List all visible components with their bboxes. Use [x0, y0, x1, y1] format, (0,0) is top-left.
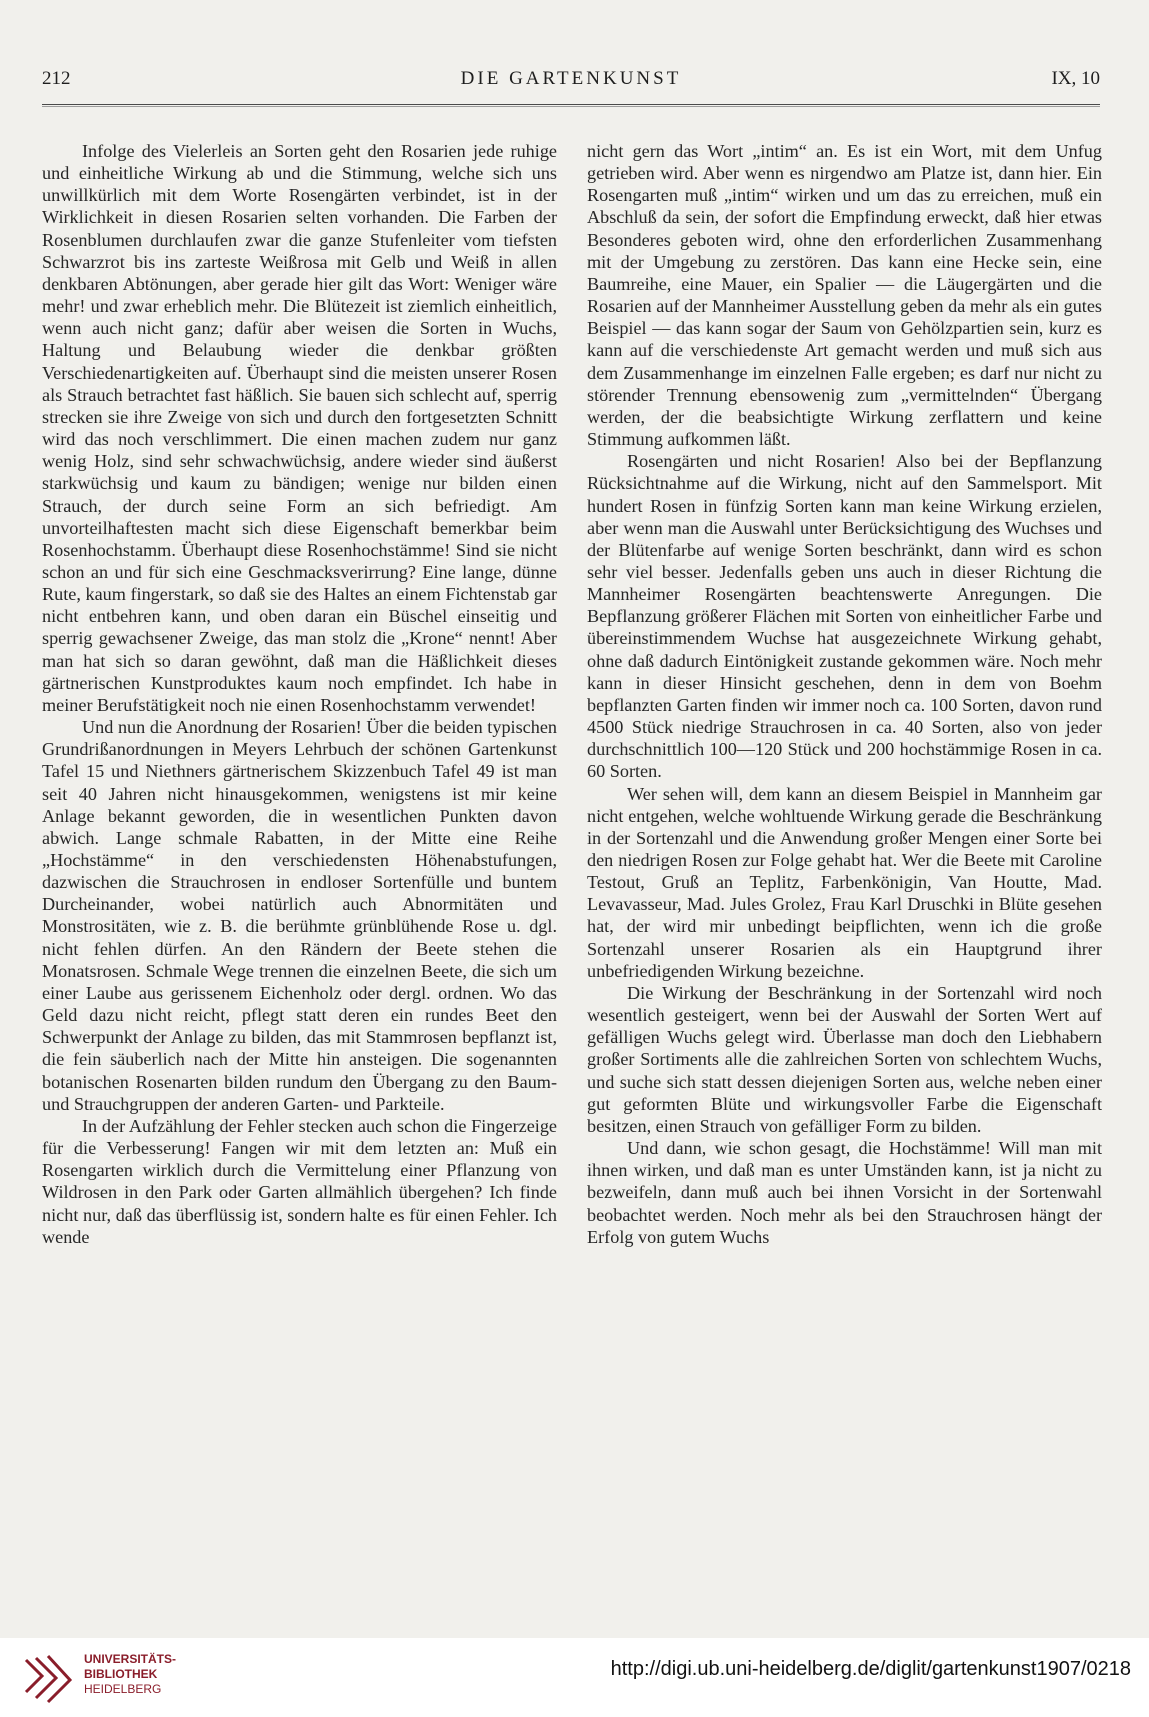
issue-number: IX, 10	[1051, 68, 1100, 89]
paragraph: Die Wirkung der Beschränkung in der Sortenzahl wird noch wesentlich gesteigert, wenn bei der Auswahl der Sorten Wert auf gefälligen Wuchs gelegt wird. Überlasse man doch den Liebhabern großer Sortiments alle die zahlreichen Sorten von schlechtem Wuchs, und suche sich statt dessen diejenigen Sorten aus, welche neben einer gut geformten Blüte und wirkungsvoller Farbe die Eigenschaft besitzen, einen Strauch von gefälliger Form zu bilden.	[587, 982, 1102, 1136]
left-column	[42, 140, 557, 1248]
paragraph: Und nun die Anordnung der Rosarien! Über die beiden typischen Grundrißanordnungen in Meyers Lehrbuch der schönen Gartenkunst Tafel 15 und Niethners gärtnerischem Skizzenbuch Tafel 49 ist man seit 40 Jahren nicht hinausgekommen, wenigstens ist mir keine Anlage bekannt geworden, die in wesentlichen Punkten davon abwich. Lange schmale Rabatten, in der Mitte eine Reihe „Hochstämme“ in den verschiedensten Höhenabstufungen, dazwischen die Strauchrosen in endloser Sortenfülle und buntem Durcheinander, wobei natürlich auch Abnormitäten und Monstrositäten, wie z. B. die berühmte grünblühende Rose u. dgl. nicht fehlen dürfen. An den Rändern der Beete stehen die Monatsrosen. Schmale Wege trennen die einzelnen Beete, die sich um einer Laube aus gerissenem Eichenholz oder dergl. ordnen. Wo das Geld dazu nicht reicht, pflegt statt deren ein rundes Beet den Schwerpunkt der Anlage zu bilden, das mit Stammrosen bepflanzt ist, die fein säuberlich nach der Mitte hin ansteigen. Die sogenannten botanischen Rosenarten bilden rundum den Übergang zu den Baum- und Strauchgruppen der anderen Garten- und Parkteile.	[42, 717, 557, 1114]
header-rule	[42, 104, 1100, 105]
paragraph: Infolge des Vielerleis an Sorten geht den Rosarien jede ruhige und einheitliche Wirkung ab und die Stimmung, welche sich uns unwillkürlich mit dem Worte Rosengärten verbindet, ist in der Wirklichkeit in diesen Rosarien selten vorhanden. Die Farben der Rosenblumen durchlaufen zwar die ganze Stufenleiter vom tiefsten Schwarzrot bis ins zarteste Weißrosa mit Gelb und Weiß in allen denkbaren Abtönungen, aber gerade hier gilt das Wort: Weniger wäre mehr! und zwar erheblich mehr. Die Blütezeit ist ziemlich einheitlich, wenn auch nicht ganz; dafür aber weisen die Sorten in Wuchs, Haltung und Belaubung wieder die denkbar größten Verschiedenartigkeiten auf. Überhaupt sind die meisten unserer Rosen als Strauch betrachtet fast häßlich. Sie bauen sich schlecht auf, sperrig strecken sie ihre Zweige von sich und durch den fortgesetzten Schnitt wird das noch verschlimmert. Die einen machen zudem nur ganz wenig Holz, sind sehr schwachwüchsig, andere wieder sind äußerst starkwüchsig und kaum zu bändigen; wenige nur bilden einen Strauch, der durch seine Form an sich befriedigt. Am unvorteilhaftesten macht sich diese Eigenschaft bemerkbar beim Rosenhochstamm. Überhaupt diese Rosenhochstämme! Sind sie nicht schon an und für sich eine Geschmacksverirrung? Eine lange, dünne Rute, kaum fingerstark, so daß sie des Haltes an einem Fichtenstab gar nicht entbehren kann, und oben daran ein Büschel einseitig und sperrig gewachsener Zweige, das man stolz die „Krone“ nennt! Aber man hat sich so daran gewöhnt, daß man die Häßlichkeit dieses gärtnerischen Kunstproduktes kaum noch empfindet. Ich habe in meiner Berufstätigkeit noch nie einen Rosenhochstamm verwendet!	[42, 141, 557, 715]
source-url-link[interactable]: http://digi.ub.uni-heidelberg.de/diglit/gartenkunst1907/0218	[610, 1658, 1131, 1680]
paragraph: Wer sehen will, dem kann an diesem Beispiel in Mannheim gar nicht entgehen, welche wohltuende Wirkung gerade die Beschränkung in der Sortenzahl und die Anwendung großer Mengen einer Sorte bei den niedrigen Rosen zur Folge gehabt hat. Wer die Beete mit Caroline Testout, Gruß an Teplitz, Farbenkönigin, Van Houtte, Mad. Levavasseur, Mad. Jules Grolez, Frau Karl Druschki in Blüte gesehen hat, der wird mir unbedingt beipflichten, wenn ich die große Sortenzahl unserer Rosarien als ein Hauptgrund ihrer unbefriedigenden Wirkung bezeichne.	[587, 783, 1102, 981]
library-name	[84, 1652, 176, 1697]
running-header	[42, 68, 1100, 92]
journal-title: DIE GARTENKUNST	[460, 68, 682, 89]
paragraph: Rosengärten und nicht Rosarien! Also bei der Bepflanzung Rücksichtnahme auf die Wirkung, nicht auf den Sammelsport. Mit hundert Rosen in fünfzig Sorten kann man keine Wirkung erzielen, aber wenn man die Auswahl unter Berücksichtigung des Wuchses und der Blütenfarbe auf wenige Sorten beschränkt, dann wird es schon sehr viel besser. Jedenfalls geben uns auch in dieser Richtung die Mannheimer Rosengärten beachtenswerte Anregungen. Die Bepflanzung größerer Flächen mit Sorten von einheitlicher Farbe und übereinstimmendem Wuchse hat ausgezeichnete Wirkung gehabt, ohne daß dadurch Eintönigkeit zustande gekommen wäre. Noch mehr kann in dieser Hinsicht geschehen, denn in dem von Boehm bepflanzten Garten finden wir immer noch ca. 100 Sorten, davon rund 4500 Stück niedrige Strauchrosen in ca. 40 Sorten, also von jeder durchschnittlich 100—120 Stück und 200 hochstämmige Rosen in ca. 60 Sorten.	[587, 451, 1102, 782]
library-name-line: HEIDELBERG	[84, 1682, 162, 1696]
paragraph: In der Aufzählung der Fehler stecken auch schon die Fingerzeige für die Verbesserung! Fangen wir mit dem letzten an: Muß ein Rosengarten wirklich durch die Vermittelung einer Pflanzung von Wildrosen in den Park oder Garten allmählich übergehen? Ich finde nicht nur, daß das überflüssig ist, sondern halte es für einen Fehler. Ich wende	[42, 1115, 557, 1247]
page-number: 212	[42, 68, 71, 89]
university-library-logo-icon	[22, 1648, 76, 1704]
paragraph: nicht gern das Wort „intim“ an. Es ist ein Wort, mit dem Unfug getrieben wird. Aber wenn es nirgendwo am Platze ist, dann hier. Ein Rosengarten muß „intim“ wirken und um das zu erreichen, muß ein Abschluß da sein, der sofort die Empfindung erweckt, daß hier etwas Besonderes geboten wird, ohne den erforderlichen Zusammenhang mit der Umgebung zu zerstören. Das kann eine Hecke sein, eine Baumreihe, eine Mauer, ein Spalier — die Läugergärten und die Rosarien auf der Mannheimer Ausstellung geben da mehr als ein gutes Beispiel — das kann sogar der Saum von Gehölzpartien sein, kurz es kann auf die verschiedenste Art gemacht werden und muß sich aus dem Zusammenhange im einzelnen Falle ergeben; es darf nur nicht zu störender Trennung ebensowenig zum „vermittelnden“ Übergang werden, der die beabsichtigte Wirkung zerflattern und keine Stimmung aufkommen läßt.	[587, 141, 1102, 450]
header-rule-secondary	[42, 106, 1100, 107]
right-column	[587, 140, 1102, 1248]
library-name-line: UNIVERSITÄTS-	[84, 1652, 177, 1666]
digitization-footer	[0, 1638, 1149, 1717]
library-name-line: BIBLIOTHEK	[84, 1667, 158, 1681]
paragraph: Und dann, wie schon gesagt, die Hochstämme! Will man mit ihnen wirken, und daß man es unter Umständen kann, ist ja nicht zu bezweifeln, dann muß auch bei ihnen Vorsicht in der Sortenwahl beobachtet werden. Noch mehr als bei den Strauchrosen hängt der Erfolg von gutem Wuchs	[587, 1138, 1102, 1247]
